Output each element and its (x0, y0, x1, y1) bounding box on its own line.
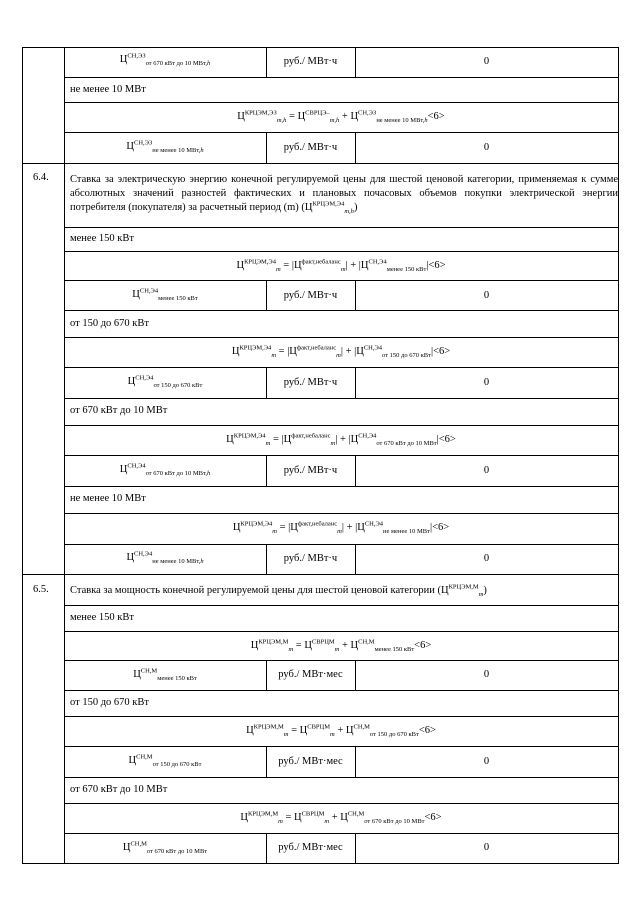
rule (64, 77, 619, 78)
formula: $Ц^{КРЦЭМ,ЭЗ}_{m,h} = Ц^{СВРЦЭ-}_{m,h} + Ц^{СН,ЭЗ}_{не менее 10 МВт,h}<6>$ (237, 109, 445, 125)
rule (22, 47, 23, 864)
price-symbol: $Ц^{СН,ЭЗ}_{от 670 кВт до 10 МВт,h}$ (119, 52, 211, 68)
rule (64, 398, 619, 399)
rule (64, 47, 65, 864)
rule (64, 631, 619, 632)
unit-cell: руб./ МВт·ч (283, 56, 338, 67)
rule (64, 605, 619, 606)
formula: $Ц^{КРЦЭМ,Э4}_m = |Ц^{факт,небаланс}_m| + |Ц^{СН,Э4}_{от 150 до 670 кВт}|<6>$ (231, 344, 451, 360)
value-cell: 0 (483, 756, 490, 767)
rule (22, 163, 619, 164)
rule (64, 337, 619, 338)
value-cell: 0 (483, 669, 490, 680)
rule (64, 102, 619, 103)
range-label: менее 150 кВт (70, 612, 134, 623)
range-label: от 150 до 670 кВт (70, 318, 149, 329)
value-cell: 0 (483, 142, 490, 153)
section-description: Ставка за электрическую энергию конечной регулируемой цены для шестой ценовой категории, применяемая к сумме абсолютных значений разностей фактических и плановых почасовых объемов покупки электрической энергии потребителя (покупателя) за расчетный период (m) $(Ц^{КРЦЭМ,Э4}_{m,h})$ (70, 174, 618, 216)
rule (64, 310, 619, 311)
price-symbol: $Ц^{СН,М}_{менее 150 кВт}$ (133, 667, 197, 683)
rule (64, 251, 619, 252)
section-number: 6.5. (33, 584, 49, 595)
unit-cell: руб./ МВт·ч (283, 142, 338, 153)
value-cell: 0 (483, 290, 490, 301)
price-symbol: $Ц^{СН,М}_{от 670 кВт до 10 МВт}$ (122, 840, 208, 856)
rule (64, 746, 619, 747)
section-description: Ставка за мощность конечной регулируемой цены для шестой ценовой категории $(Ц^{КРЦЭМ,М}_m)$ (70, 583, 487, 599)
rule (64, 425, 619, 426)
value-cell: 0 (483, 842, 490, 853)
formula: $Ц^{КРЦЭМ,М}_m = Ц^{СВРЦМ}_m + Ц^{СН,М}_{от 670 кВт до 10 МВт}<6>$ (240, 810, 442, 826)
formula: $Ц^{КРЦЭМ,Э4}_m = |Ц^{факт,небаланс}_m| + |Ц^{СН,Э4}_{менее 150 кВт}|<6>$ (236, 258, 446, 274)
rule (64, 455, 619, 456)
rule (64, 777, 619, 778)
unit-cell: руб./ МВт·ч (283, 290, 338, 301)
rule (64, 132, 619, 133)
formula: $Ц^{КРЦЭМ,Э4}_m = |Ц^{факт,небаланс}_m| + |Ц^{СН,Э4}_{не менее 10 МВт}|<6>$ (232, 520, 450, 536)
value-cell: 0 (483, 553, 490, 564)
range-label: менее 150 кВт (70, 233, 134, 244)
unit-cell: руб./ МВт·ч (283, 553, 338, 564)
value-cell: 0 (483, 465, 490, 476)
formula: $Ц^{КРЦЭМ,Э4}_m = |Ц^{факт,небаланс}_m| + |Ц^{СН,Э4}_{от 670 кВт до 10 МВт}|<6>$ (226, 432, 456, 448)
value-cell: 0 (483, 377, 490, 388)
price-symbol: $Ц^{СН,Э4}_{от 670 кВт до 10 МВт,h}$ (119, 462, 211, 478)
rule (64, 833, 619, 834)
formula: $Ц^{КРЦЭМ,М}_m = Ц^{СВРЦМ}_m + Ц^{СН,М}_{менее 150 кВт}<6>$ (250, 638, 432, 654)
rule (64, 513, 619, 514)
range-label: от 670 кВт до 10 МВт (70, 784, 168, 795)
rule (64, 367, 619, 368)
rule (64, 544, 619, 545)
rule (64, 716, 619, 717)
rule (64, 660, 619, 661)
price-symbol: $Ц^{СН,Э4}_{не менее 10 МВт,h}$ (126, 550, 204, 566)
value-cell: 0 (483, 56, 490, 67)
range-label: от 150 до 670 кВт (70, 697, 149, 708)
range-label: не менее 10 МВт (70, 493, 146, 504)
range-label: не менее 10 МВт (70, 84, 146, 95)
rule (64, 227, 619, 228)
unit-cell: руб./ МВт·мес (278, 669, 343, 680)
rule (64, 803, 619, 804)
rule (618, 47, 619, 864)
rule (22, 574, 619, 575)
formula: $Ц^{КРЦЭМ,М}_m = Ц^{СВРЦМ}_m + Ц^{СН,М}_{от 150 до 670 кВт}<6>$ (246, 723, 436, 739)
unit-cell: руб./ МВт·ч (283, 377, 338, 388)
price-symbol: $Ц^{СН,ЭЗ}_{не менее 10 МВт,h}$ (126, 139, 204, 155)
rule (22, 47, 619, 48)
range-label: от 670 кВт до 10 МВт (70, 405, 168, 416)
unit-cell: руб./ МВт·мес (278, 756, 343, 767)
rule (64, 690, 619, 691)
section-number: 6.4. (33, 172, 49, 183)
unit-cell: руб./ МВт·мес (278, 842, 343, 853)
rule (64, 486, 619, 487)
rule (64, 280, 619, 281)
rule (22, 863, 619, 864)
price-symbol: $Ц^{СН,М}_{от 150 до 670 кВт}$ (128, 753, 202, 769)
unit-cell: руб./ МВт·ч (283, 465, 338, 476)
price-symbol: $Ц^{СН,Э4}_{от 150 до 670 кВт}$ (127, 374, 203, 390)
price-symbol: $Ц^{СН,Э4}_{менее 150 кВт}$ (132, 287, 198, 303)
